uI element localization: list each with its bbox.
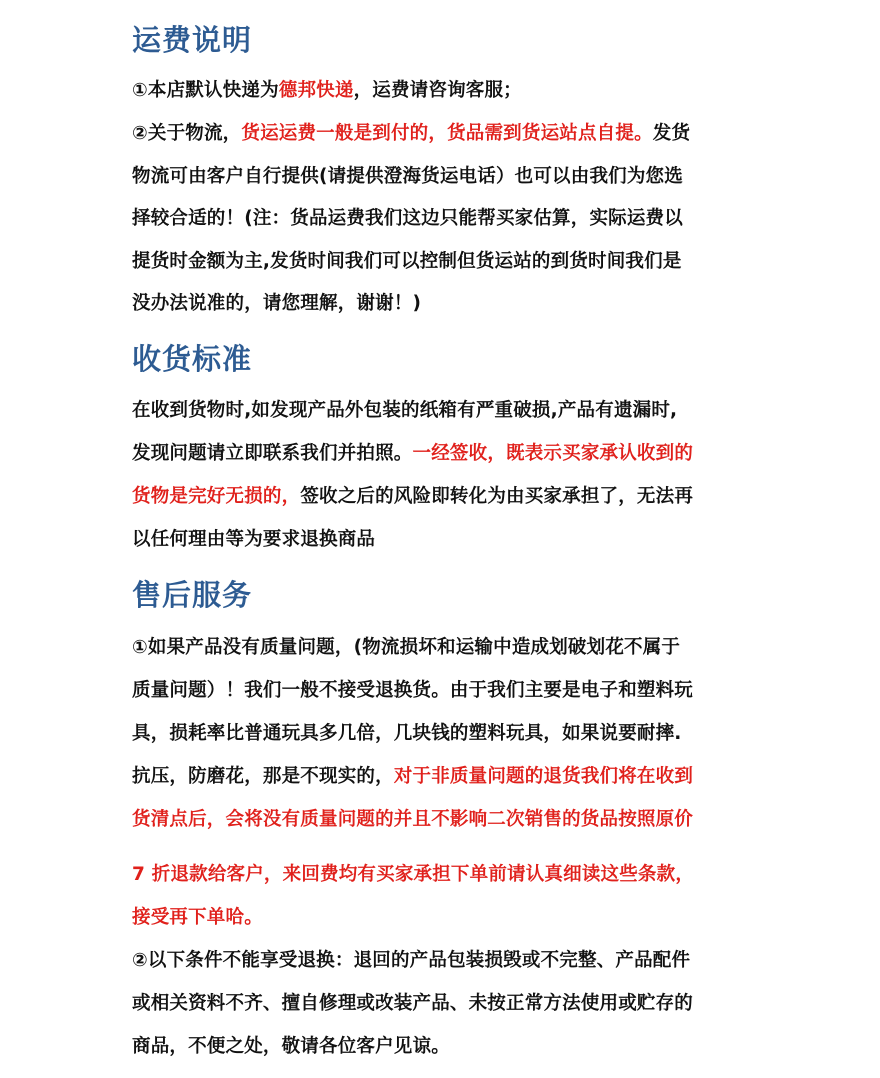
shipping-line-2-start: ②关于物流，: [132, 123, 242, 144]
aftersale-line-3: 具，损耗率比普通玩具多几倍，几块钱的塑料玩具，如果说要耐摔.: [132, 723, 682, 744]
aftersale-return-highlight: 对于非质量问题的退货我们将在收到: [393, 766, 694, 787]
shipping-freight-highlight: 货运运费一般是到付的，货品需到货运站点自提。: [241, 123, 653, 144]
shipping-line-4: 择较合适的！(注：货品运费我们这边只能帮买家估算，实际运费以: [132, 208, 683, 229]
aftersale-line-5: 货清点后，会将没有质量问题的并且不影响二次销售的货品按照原价: [132, 809, 694, 830]
receipt-line-3-end: 签收之后的风险即转化为由买家承担了，无法再: [300, 486, 694, 507]
receipt-line-1: 在收到货物时,如发现产品外包装的纸箱有严重破损,产品有遗漏时,: [132, 400, 678, 421]
aftersale-line-1: ①如果产品没有质量问题，(物流损坏和运输中造成划破划花不属于: [132, 637, 681, 658]
aftersale-line-8: ②以下条件不能享受退换：退回的产品包装损毁或不完整、产品配件: [132, 950, 691, 971]
shipping-line-5: 提货时金额为主,发货时间我们可以控制但货运站的到货时间我们是: [132, 251, 682, 272]
receipt-line-2-start: 发现问题请立即联系我们并拍照。: [132, 443, 413, 464]
aftersale-line-10: 商品，不便之处，敬请各位客户见谅。: [132, 1036, 450, 1057]
aftersale-line-6: 7 折退款给客户，来回费均有买家承担下单前请认真细读这些条款，: [132, 864, 695, 885]
receipt-intact-highlight: 货物是完好无损的，: [132, 486, 301, 507]
aftersale-line-9: 或相关资料不齐、擅自修理或改装产品、未按正常方法使用或贮存的: [132, 993, 694, 1014]
shipping-carrier-highlight: 德邦快递: [278, 80, 354, 101]
shipping-line-1-start: ①本店默认快递为: [132, 80, 279, 101]
shipping-line-2-end: 发货: [652, 123, 691, 144]
shipping-line-1-end: ，运费请咨询客服；: [353, 80, 522, 101]
shipping-line-2: [132, 121, 690, 147]
receipt-sign-highlight: 一经签收，既表示买家承认收到的: [412, 443, 694, 464]
receipt-line-3: [132, 484, 693, 510]
shipping-line-1: [132, 78, 522, 104]
aftersale-line-2: 质量问题）！我们一般不接受退换货。由于我们主要是电子和塑料玩: [132, 680, 694, 701]
receipt-line-4: 以任何理由等为要求退换商品: [132, 529, 376, 550]
aftersale-line-4-start: 抗压，防磨花，那是不现实的，: [132, 766, 394, 787]
aftersale-heading: 售后服务: [132, 578, 253, 612]
shipping-heading: 运费说明: [132, 23, 253, 57]
shipping-line-3: 物流可由客户自行提供(请提供澄海货运电话）也可以由我们为您选: [132, 166, 683, 187]
receipt-line-2: [132, 441, 693, 467]
aftersale-line-7: 接受再下单哈。: [132, 907, 263, 928]
shipping-line-6: 没办法说准的，请您理解，谢谢！): [132, 293, 422, 314]
receipt-heading: 收货标准: [132, 342, 253, 376]
aftersale-line-4: [132, 764, 693, 790]
